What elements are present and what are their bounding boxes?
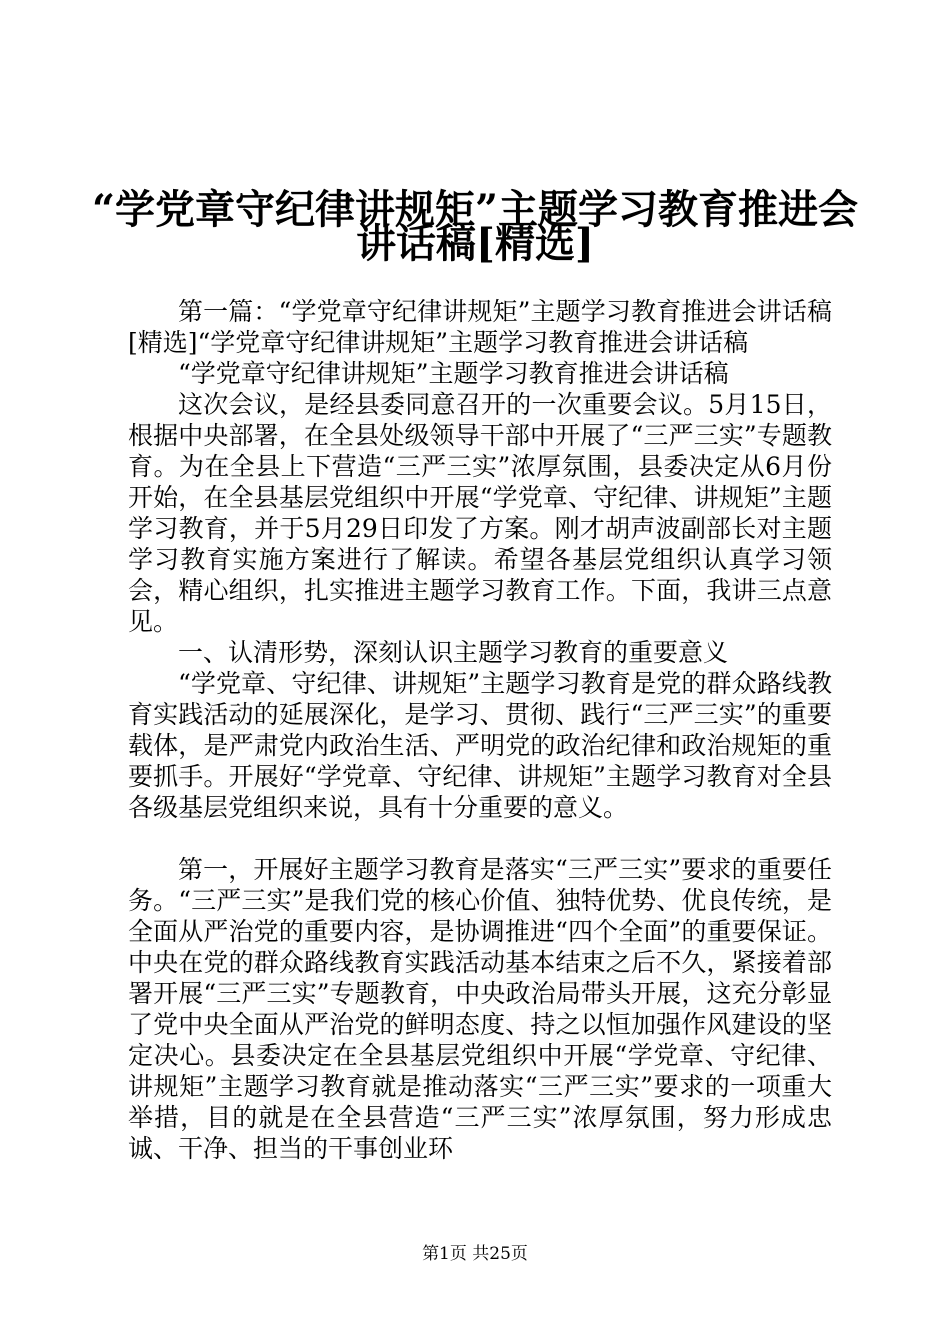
document-body [128, 296, 832, 1164]
page-number-footer: 第1页 共25页 [422, 1244, 528, 1264]
paragraph: “学党章守纪律讲规矩”主题学习教育推进会讲话稿 [178, 359, 729, 388]
paragraph: 第一，开展好主题学习教育是落实“三严三实”要求的重要任务。“三严三实”是我们党的核心价值、独特优势、优良传统，是全面从严治党的重要内容，是协调推进“四个全面”的重要保证。中央在党的群众路线教育实践活动基本结束之后不久，紧接着部署开展“三严三实”专题教育，中央政治局带头开展，这充分彰显了党中央全面从严治党的鲜明态度、持之以恒加强作风建设的坚定决心。县委决定在全县基层党组织中开展“学党章、守纪律、讲规矩”主题学习教育就是推动落实“三严三实”要求的一项重大举措，目的就是在全县营造“三严三实”浓厚氛围，努力形成忠诚、干净、担当的干事创业环 [128, 855, 832, 1163]
section-heading: 一、认清形势，深刻认识主题学习教育的重要意义 [178, 638, 729, 667]
document-title-line-2: 讲话稿[精选] [356, 220, 594, 267]
paragraph: 这次会议，是经县委同意召开的一次重要会议。5月15日，根据中央部署，在全县处级领导干部中开展了“三严三实”专题教育。为在全县上下营造“三严三实”浓厚氛围，县委决定从6月份开始，在全县基层党组织中开展“学党章、守纪律、讲规矩”主题学习教育，并于5月29日印发了方案。刚才胡声波副部长对主题学习教育实施方案进行了解读。希望各基层党组织认真学习领会，精心组织，扎实推进主题学习教育工作。下面，我讲三点意见。 [128, 390, 832, 636]
document-title-line-1: “学党章守纪律讲规矩”主题学习教育推进会 [91, 186, 858, 233]
paragraph: 第一篇：“学党章守纪律讲规矩”主题学习教育推进会讲话稿[精选]“学党章守纪律讲规矩”主题学习教育推进会讲话稿 [128, 297, 832, 357]
paragraph: “学党章、守纪律、讲规矩”主题学习教育是党的群众路线教育实践活动的延展深化，是学习、贯彻、践行“三严三实”的重要载体，是严肃党内政治生活、严明党的政治纪律和政治规矩的重要抓手。开展好“学党章、守纪律、讲规矩”主题学习教育对全县各级基层党组织来说，具有十分重要的意义。 [128, 669, 832, 822]
